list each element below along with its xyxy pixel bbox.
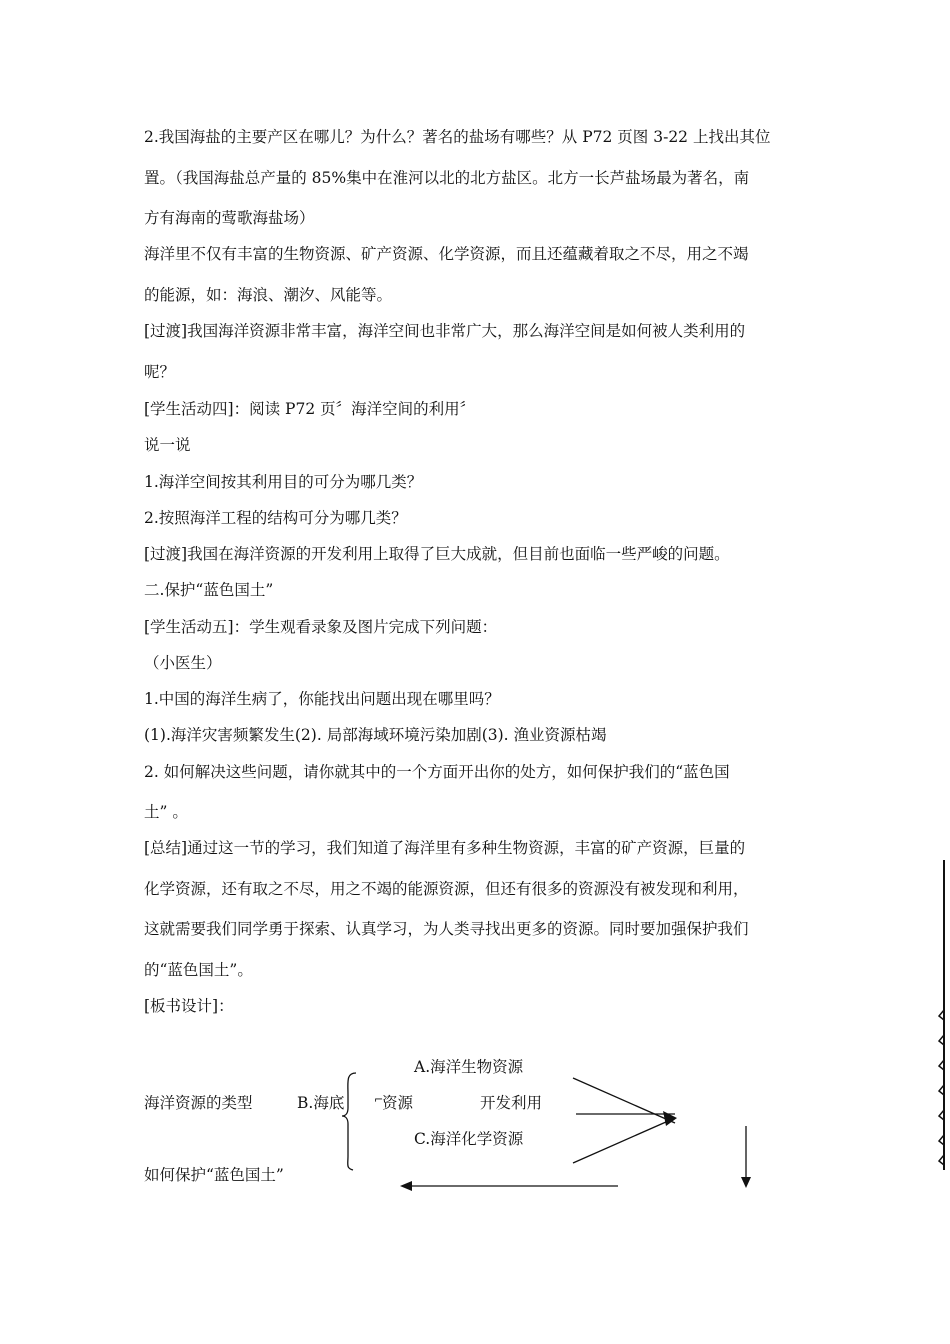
text-line: 的能源，如：海浪、潮汐、风能等。 (144, 286, 393, 304)
text-line: 这就需要我们同学勇于探索、认真学习，为人类寻找出更多的资源。同时要加强保护我们 (144, 920, 749, 938)
curly-brace (342, 1073, 356, 1170)
arrow-head-converge (663, 1111, 677, 1126)
text-line: [学生活动五]：学生观看录象及图片完成下列问题： (144, 618, 498, 636)
arrow-from-a (573, 1078, 675, 1123)
text-line: 说一说 (144, 436, 191, 454)
text-line: 化学资源，还有取之不尽，用之不竭的能源资源，但还有很多的资源没有被发现和利用， (144, 880, 749, 898)
text-line: (1).海洋灾害频繁发生(2). 局部海域环境污染加剧(3). 渔业资源枯竭 (144, 726, 607, 744)
text-line: （小医生） (144, 654, 222, 672)
text-line: 土” 。 (144, 803, 188, 821)
text-line: 1.海洋空间按其利用目的可分为哪几类？ (144, 473, 423, 491)
arrow-from-c (573, 1118, 675, 1163)
text-line: 海洋里不仅有丰富的生物资源、矿产资源、化学资源，而且还蕴藏着取之不尽，用之不竭 (144, 245, 749, 263)
diagram-item-b-left: B.海底 (297, 1094, 345, 1112)
diagram-item-a: A.海洋生物资源 (414, 1058, 524, 1076)
diagram-item-b-mark: ⌐ (374, 1093, 384, 1106)
diagram-protect: 如何保护“蓝色国土” (144, 1166, 284, 1184)
diagram-item-c: C.海洋化学资源 (414, 1130, 524, 1148)
arrow-left-head (400, 1181, 412, 1191)
page-edge-mark (935, 860, 950, 1170)
text-line: 的“蓝色国土”。 (144, 961, 253, 979)
text-line: [过渡]我国海洋资源非常丰富，海洋空间也非常广大，那么海洋空间是如何被人类利用的 (144, 322, 746, 340)
text-line: [学生活动四]：阅读 P72 页〞海洋空间的利用〞 (144, 400, 476, 418)
text-line: [板书设计]： (144, 997, 234, 1015)
diagram-resource-types: 海洋资源的类型 (144, 1094, 253, 1112)
text-line: 置。（我国海盐总产量的 85%集中在淮河以北的北方盐区。北方一长芦盐场最为著名，南 (144, 169, 750, 187)
text-line: 2.按照海洋工程的结构可分为哪几类？ (144, 509, 407, 527)
text-line: [总结]通过这一节的学习，我们知道了海洋里有多种生物资源，丰富的矿产资源，巨量的 (144, 839, 746, 857)
arrow-down-head (741, 1177, 751, 1188)
text-line: 呢？ (144, 363, 176, 381)
diagram-item-b-right: 资源 (382, 1094, 414, 1112)
section-heading: 二.保护“蓝色国土” (144, 581, 274, 599)
text-line: [过渡]我国在海洋资源的开发利用上取得了巨大成就，但目前也面临一些严峻的问题。 (144, 545, 730, 563)
text-line: 2. 如何解决这些问题，请你就其中的一个方面开出你的处方，如何保护我们的“蓝色国 (144, 763, 730, 781)
text-line: 方有海南的莺歌海盐场） (144, 209, 315, 227)
text-line: 2.我国海盐的主要产区在哪儿？为什么？著名的盐场有哪些？从 P72 页图 3-22 上找出其位 (144, 128, 771, 146)
diagram-develop: 开发利用 (480, 1094, 543, 1112)
text-line: 1.中国的海洋生病了，你能找出问题出现在哪里吗？ (144, 690, 500, 708)
